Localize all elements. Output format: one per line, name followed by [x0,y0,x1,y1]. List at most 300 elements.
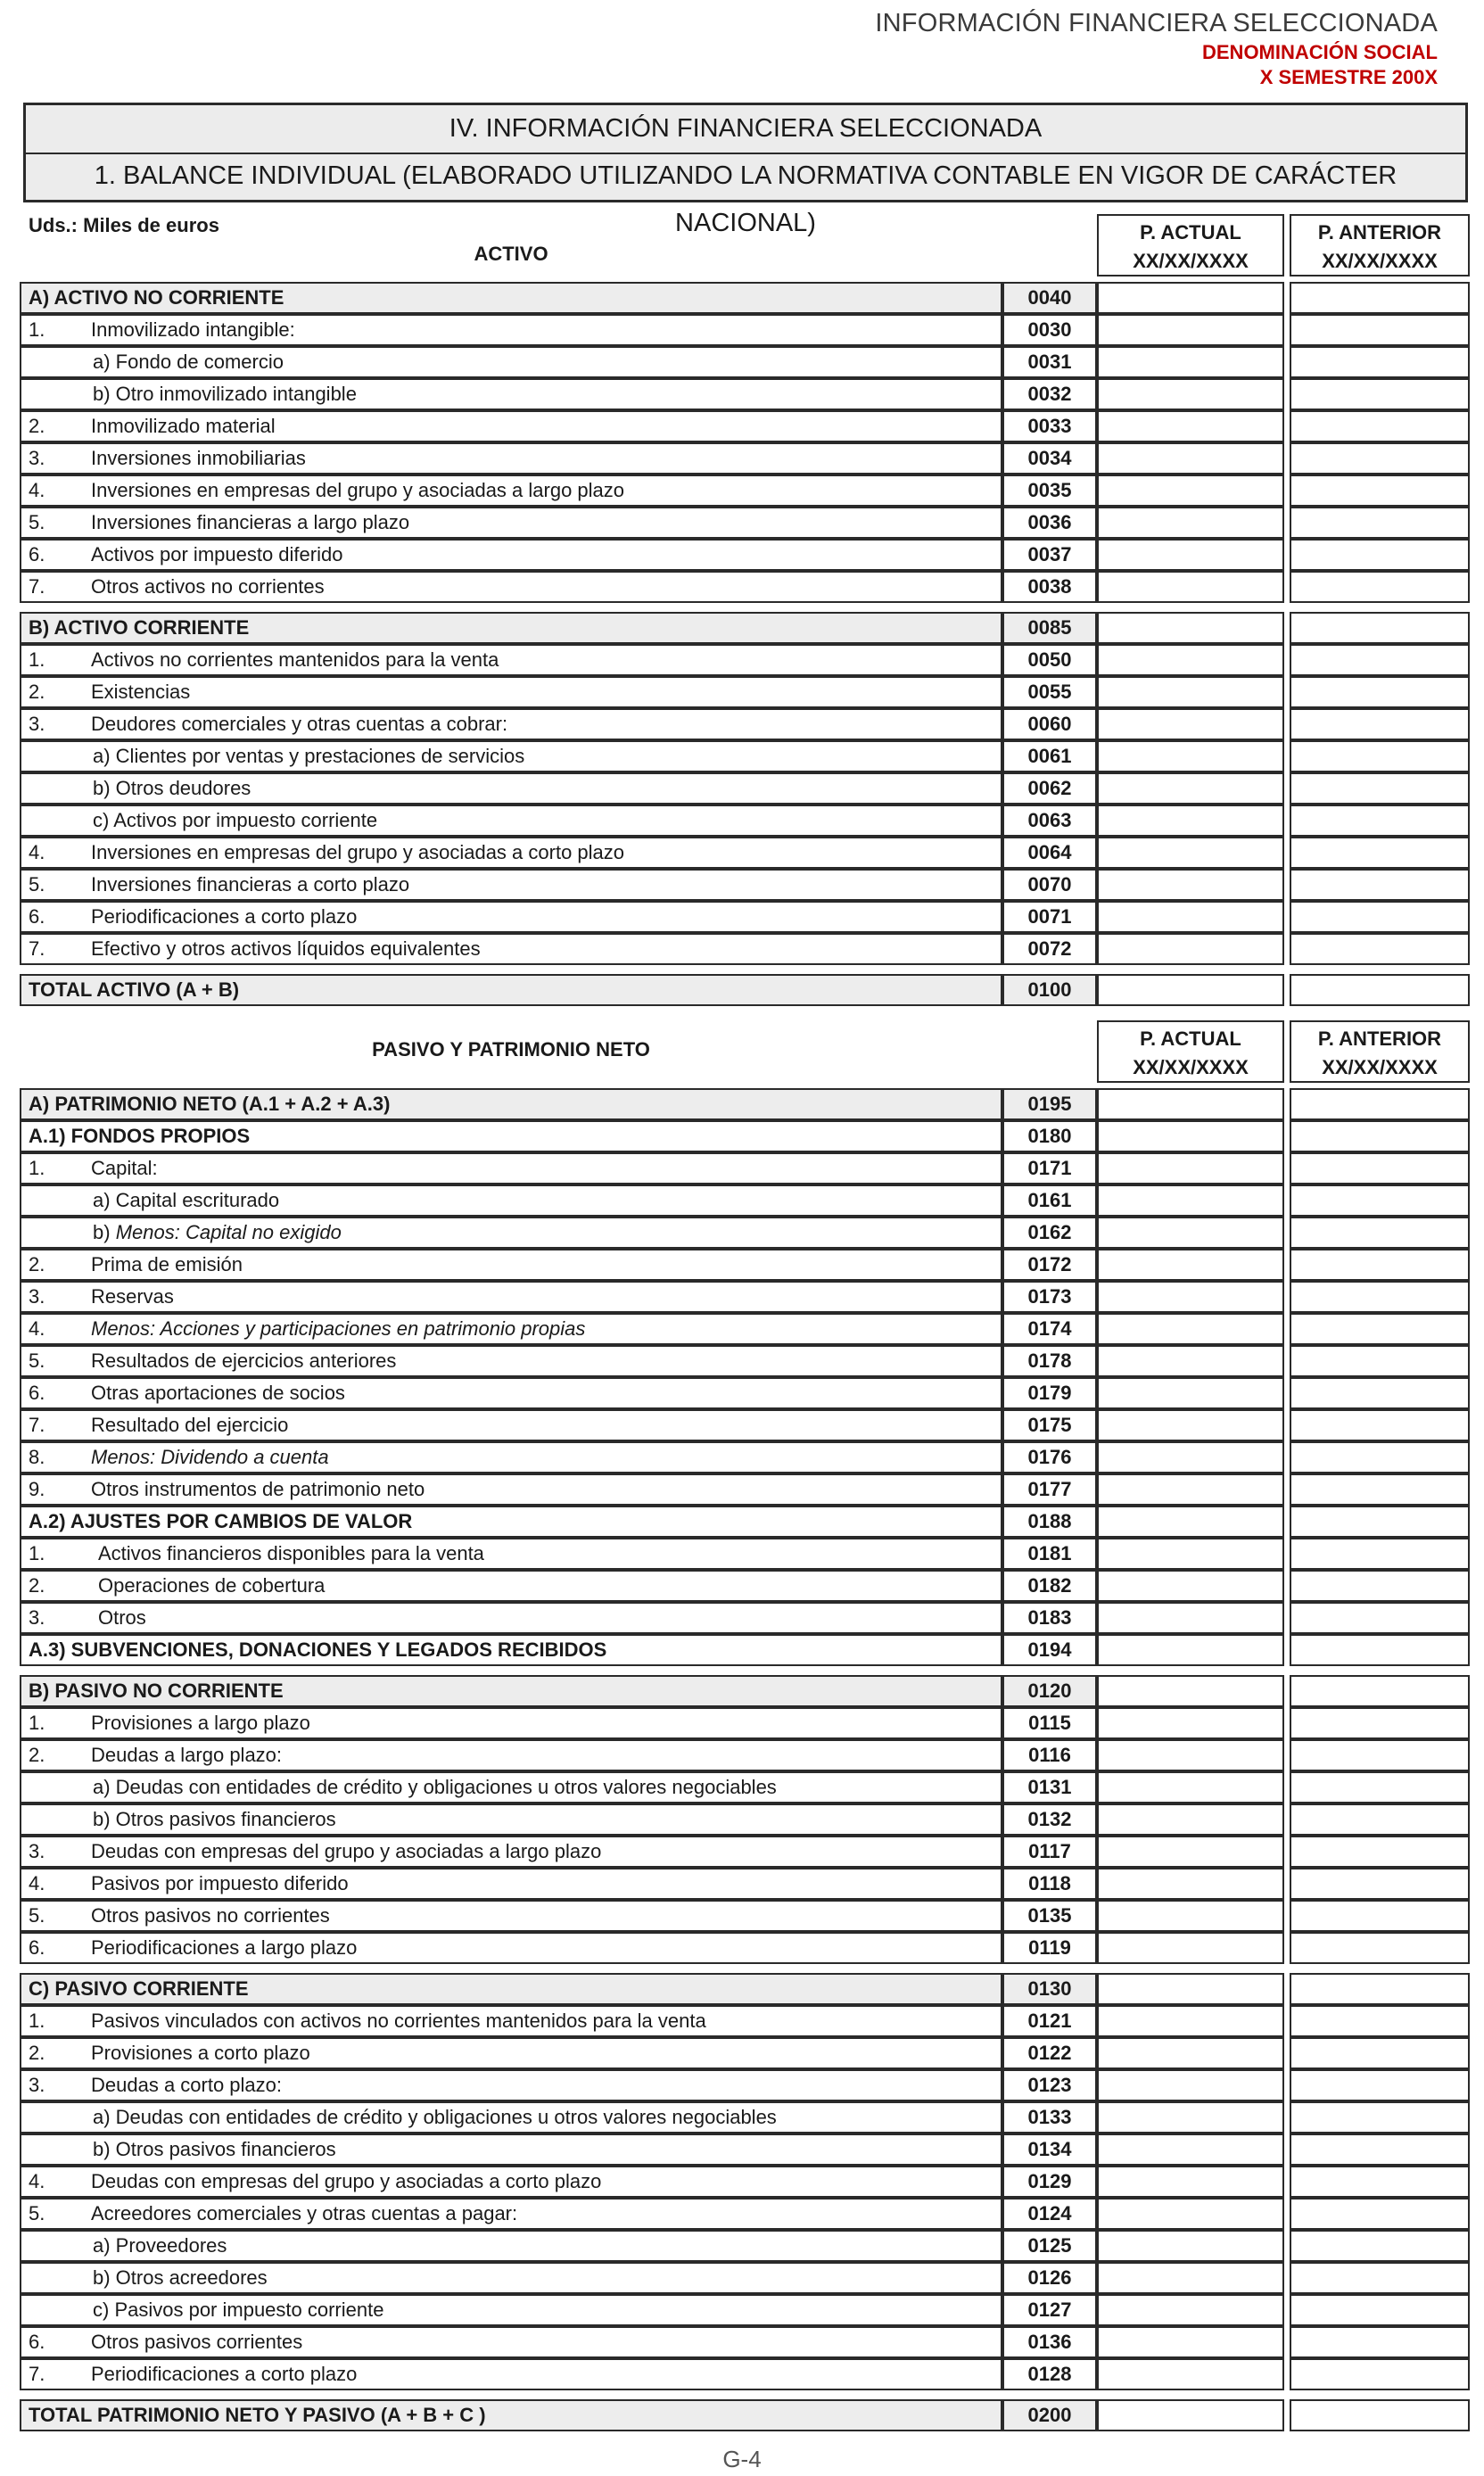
value-actual-cell[interactable] [1097,1803,1284,1836]
value-anterior-cell[interactable] [1290,1506,1470,1538]
row-label-text: Activos financieros disponibles para la venta [98,1542,484,1564]
row-label-text: Deudas a corto plazo: [91,2074,283,2096]
value-anterior-cell[interactable] [1290,2198,1470,2230]
value-actual-cell[interactable] [1097,2294,1284,2326]
value-anterior-cell[interactable] [1290,1249,1470,1281]
row-label [91,2007,706,2035]
row-label-text: b) Otros acreedores [93,2266,268,2289]
value-actual-cell[interactable] [1097,2399,1284,2431]
row-number: 1. [29,1712,45,1734]
row-label [93,1805,336,1834]
value-actual-cell[interactable] [1097,2069,1284,2101]
row-code: 0183 [1002,1602,1097,1634]
row-code: 0072 [1002,933,1097,965]
row-code: 0118 [1002,1868,1097,1900]
col-anterior-date: XX/XX/XXXX [1322,1056,1438,1078]
value-anterior-cell[interactable] [1290,442,1470,475]
table-row [20,1803,1470,1836]
value-actual-cell[interactable] [1097,2358,1284,2390]
value-actual-cell[interactable] [1097,410,1284,442]
table-row [20,974,1470,1006]
table-row [20,2037,1470,2069]
row-code: 0130 [1002,1973,1097,2005]
value-anterior-cell[interactable] [1290,837,1470,869]
row-code: 0180 [1002,1120,1097,1152]
row-number: 3. [29,1606,45,1629]
value-actual-cell[interactable] [1097,2326,1284,2358]
value-actual-cell[interactable] [1097,282,1284,314]
table-row [20,644,1470,676]
table-row [20,837,1470,869]
row-label-cell [20,1506,1002,1538]
row-code: 0178 [1002,1345,1097,1377]
value-actual-cell[interactable] [1097,1900,1284,1932]
value-actual-cell[interactable] [1097,1377,1284,1409]
row-number: 9. [29,1478,45,1500]
value-actual-cell[interactable] [1097,1973,1284,2005]
row-code: 0126 [1002,2262,1097,2294]
row-code: 0182 [1002,1570,1097,1602]
value-actual-cell[interactable] [1097,1184,1284,1217]
value-anterior-cell[interactable] [1290,314,1470,346]
value-actual-cell[interactable] [1097,676,1284,708]
value-anterior-cell[interactable] [1290,2005,1470,2037]
row-code: 0119 [1002,1932,1097,1964]
row-label-text: a) Deudas con entidades de crédito y obligaciones u otros valores negociables [93,2106,777,2128]
value-anterior-cell[interactable] [1290,2101,1470,2133]
value-anterior-cell[interactable] [1290,2069,1470,2101]
row-label-text: B) ACTIVO CORRIENTE [29,616,250,639]
row-label [91,1475,425,1504]
row-label [91,1283,174,1311]
table-row [20,1739,1470,1771]
table-row [20,282,1470,314]
row-label [29,1507,412,1536]
table-row [20,1973,1470,2005]
table-row [20,1441,1470,1473]
row-number: 3. [29,1285,45,1308]
value-actual-cell[interactable] [1097,507,1284,539]
value-actual-cell[interactable] [1097,1217,1284,1249]
row-label [91,508,409,537]
row-label-cell [20,869,1002,901]
value-anterior-cell[interactable] [1290,1088,1470,1120]
row-number: 1. [29,1157,45,1179]
value-actual-cell[interactable] [1097,901,1284,933]
row-label-cell [20,378,1002,410]
value-actual-cell[interactable] [1097,2230,1284,2262]
row-label-text: b) Otros pasivos financieros [93,2138,336,2160]
value-actual-cell[interactable] [1097,1152,1284,1184]
row-label-cell [20,1184,1002,1217]
row-code: 0132 [1002,1803,1097,1836]
value-anterior-cell[interactable] [1290,282,1470,314]
row-label-text: Resultado del ejercicio [91,1414,289,1436]
row-number: 5. [29,511,45,533]
value-actual-cell[interactable] [1097,1249,1284,1281]
value-anterior-cell[interactable] [1290,1973,1470,2005]
value-actual-cell[interactable] [1097,442,1284,475]
value-anterior-cell[interactable] [1290,974,1470,1006]
value-actual-cell[interactable] [1097,2198,1284,2230]
row-label-text: Otras aportaciones de socios [91,1382,345,1404]
value-anterior-cell[interactable] [1290,2262,1470,2294]
row-code: 0034 [1002,442,1097,475]
row-label-italic: Menos: Acciones y participaciones en patrimonio propias [91,1317,586,1340]
row-code: 0063 [1002,805,1097,837]
value-anterior-cell[interactable] [1290,571,1470,603]
row-code: 0122 [1002,2037,1097,2069]
row-label-text: Provisiones a corto plazo [91,2042,310,2064]
col-anterior-label: P. ANTERIOR [1317,221,1442,243]
value-anterior-cell[interactable] [1290,539,1470,571]
value-anterior-cell[interactable] [1290,740,1470,772]
value-actual-cell[interactable] [1097,1088,1284,1120]
value-anterior-cell[interactable] [1290,2358,1470,2390]
row-label-cell [20,1088,1002,1120]
table-row [20,708,1470,740]
value-anterior-cell[interactable] [1290,1803,1470,1836]
value-anterior-cell[interactable] [1290,708,1470,740]
row-label [93,1218,342,1247]
value-actual-cell[interactable] [1097,1313,1284,1345]
row-label-text: Capital: [91,1157,158,1179]
row-code: 0176 [1002,1441,1097,1473]
value-anterior-cell[interactable] [1290,1152,1470,1184]
row-label-cell [20,1377,1002,1409]
value-actual-cell[interactable] [1097,1932,1284,1964]
value-anterior-cell[interactable] [1290,1739,1470,1771]
value-anterior-cell[interactable] [1290,644,1470,676]
row-number: 4. [29,841,45,863]
row-label [91,2328,302,2356]
value-actual-cell[interactable] [1097,2037,1284,2069]
row-label-cell [20,1634,1002,1666]
value-actual-cell[interactable] [1097,2101,1284,2133]
value-anterior-cell[interactable] [1290,1675,1470,1707]
value-actual-cell[interactable] [1097,1409,1284,1441]
row-label-text: Otros instrumentos de patrimonio neto [91,1478,425,1500]
row-label-text: Inmovilizado material [91,415,276,437]
value-actual-cell[interactable] [1097,2005,1284,2037]
value-anterior-cell[interactable] [1290,772,1470,805]
row-label-cell [20,2294,1002,2326]
table-row [20,2133,1470,2166]
table-row [20,869,1470,901]
value-anterior-cell[interactable] [1290,475,1470,507]
value-actual-cell[interactable] [1097,1675,1284,1707]
row-code: 0131 [1002,1771,1097,1803]
row-number: 3. [29,713,45,735]
value-anterior-cell[interactable] [1290,1120,1470,1152]
value-anterior-cell[interactable] [1290,1377,1470,1409]
row-label-text: Activos por impuesto diferido [91,543,343,565]
row-label [29,1636,606,1664]
row-number: 7. [29,1414,45,1436]
row-label-text: Inversiones inmobiliarias [91,447,306,469]
row-label-text: a) Proveedores [93,2234,227,2257]
value-actual-cell[interactable] [1097,539,1284,571]
row-label-cell [20,442,1002,475]
row-code: 0070 [1002,869,1097,901]
value-anterior-cell[interactable] [1290,1570,1470,1602]
row-label-cell [20,1538,1002,1570]
value-actual-cell[interactable] [1097,1570,1284,1602]
row-code: 0195 [1002,1088,1097,1120]
row-label-cell [20,1345,1002,1377]
row-code: 0173 [1002,1281,1097,1313]
value-actual-cell[interactable] [1097,2133,1284,2166]
value-anterior-cell[interactable] [1290,1836,1470,1868]
table-row [20,1570,1470,1602]
value-actual-cell[interactable] [1097,708,1284,740]
value-anterior-cell[interactable] [1290,1281,1470,1313]
row-code: 0179 [1002,1377,1097,1409]
value-anterior-cell[interactable] [1290,1900,1470,1932]
value-actual-cell[interactable] [1097,1707,1284,1739]
row-label-text: Otros activos no corrientes [91,575,325,598]
row-label-text: Periodificaciones a corto plazo [91,905,358,928]
row-label [29,2401,486,2430]
value-actual-cell[interactable] [1097,1441,1284,1473]
row-label [98,1539,484,1568]
value-actual-cell[interactable] [1097,1836,1284,1868]
row-label-cell [20,2262,1002,2294]
row-label [91,2200,517,2228]
row-number: 1. [29,648,45,671]
row-label [29,614,249,642]
value-actual-cell[interactable] [1097,378,1284,410]
row-code: 0171 [1002,1152,1097,1184]
pasivo-col-anterior [1290,1020,1470,1083]
row-number: 1. [29,318,45,341]
value-anterior-cell[interactable] [1290,1441,1470,1473]
value-anterior-cell[interactable] [1290,346,1470,378]
value-actual-cell[interactable] [1097,2166,1284,2198]
value-actual-cell[interactable] [1097,2262,1284,2294]
row-label-cell [20,2133,1002,2166]
value-anterior-cell[interactable] [1290,2133,1470,2166]
value-anterior-cell[interactable] [1290,869,1470,901]
row-label-italic: Menos: Dividendo a cuenta [91,1446,329,1468]
value-actual-cell[interactable] [1097,1473,1284,1506]
value-actual-cell[interactable] [1097,869,1284,901]
row-code: 0050 [1002,644,1097,676]
value-anterior-cell[interactable] [1290,933,1470,965]
table-row [20,740,1470,772]
value-anterior-cell[interactable] [1290,676,1470,708]
table-row [20,1771,1470,1803]
row-label-cell [20,1313,1002,1345]
row-code: 0038 [1002,571,1097,603]
row-number: 5. [29,1904,45,1927]
row-label-text: TOTAL PATRIMONIO NETO Y PASIVO (A + B + C ) [29,2404,486,2426]
row-label-text: Inversiones en empresas del grupo y asociadas a corto plazo [91,841,625,863]
table-row [20,2101,1470,2133]
row-label-text: b) Otros deudores [93,777,251,799]
table-row [20,2399,1470,2431]
value-actual-cell[interactable] [1097,837,1284,869]
row-label [91,1443,329,1472]
row-label-text: Operaciones de cobertura [98,1574,326,1597]
row-label [91,2360,357,2389]
row-label-cell [20,1249,1002,1281]
row-label-cell [20,314,1002,346]
row-code: 0194 [1002,1634,1097,1666]
value-anterior-cell[interactable] [1290,2230,1470,2262]
row-label [29,1975,249,2003]
row-label [93,1186,279,1215]
row-number: 4. [29,2170,45,2192]
value-actual-cell[interactable] [1097,475,1284,507]
value-actual-cell[interactable] [1097,1771,1284,1803]
row-label-text: A) PATRIMONIO NETO (A.1 + A.2 + A.3) [29,1093,391,1115]
row-label [91,1709,310,1737]
table-row [20,2198,1470,2230]
row-label [93,806,377,835]
table-row [20,1473,1470,1506]
table-row [20,507,1470,539]
value-anterior-cell[interactable] [1290,1634,1470,1666]
value-actual-cell[interactable] [1097,1281,1284,1313]
value-actual-cell[interactable] [1097,1634,1284,1666]
row-label-text: Activos no corrientes mantenidos para la venta [91,648,499,671]
row-label [91,646,499,674]
row-code: 0071 [1002,901,1097,933]
value-anterior-cell[interactable] [1290,378,1470,410]
row-label-text: Reservas [91,1285,174,1308]
value-anterior-cell[interactable] [1290,805,1470,837]
row-label-cell [20,676,1002,708]
value-actual-cell[interactable] [1097,1602,1284,1634]
row-number: 6. [29,2331,45,2353]
row-label-text: Periodificaciones a corto plazo [91,2363,358,2385]
value-actual-cell[interactable] [1097,612,1284,644]
row-label [91,678,190,706]
value-actual-cell[interactable] [1097,1739,1284,1771]
table-row [20,571,1470,603]
row-label-cell [20,571,1002,603]
value-anterior-cell[interactable] [1290,2037,1470,2069]
value-actual-cell[interactable] [1097,974,1284,1006]
value-anterior-cell[interactable] [1290,1932,1470,1964]
value-anterior-cell[interactable] [1290,1217,1470,1249]
row-label [93,380,357,409]
table-row [20,442,1470,475]
value-anterior-cell[interactable] [1290,410,1470,442]
row-code: 0036 [1002,507,1097,539]
row-label [91,1154,158,1183]
row-label-cell [20,2358,1002,2390]
col-actual-label: P. ACTUAL [1140,1028,1241,1050]
value-anterior-cell[interactable] [1290,1771,1470,1803]
value-anterior-cell[interactable] [1290,1345,1470,1377]
value-actual-cell[interactable] [1097,1868,1284,1900]
row-label-cell [20,644,1002,676]
row-number: 2. [29,1744,45,1766]
row-label-cell [20,2037,1002,2069]
value-actual-cell[interactable] [1097,1506,1284,1538]
value-anterior-cell[interactable] [1290,2166,1470,2198]
row-label-text: c) Pasivos por impuesto corriente [93,2299,384,2321]
row-label-italic: Menos: Capital no exigido [115,1221,342,1243]
value-actual-cell[interactable] [1097,1538,1284,1570]
balance-title: 1. BALANCE INDIVIDUAL (ELABORADO UTILIZANDO LA NORMATIVA CONTABLE EN VIGOR DE CARÁCTER NACIONAL) [94,161,1397,237]
row-code: 0037 [1002,539,1097,571]
row-label-cell [20,708,1002,740]
row-label-text: C) PASIVO CORRIENTE [29,1977,249,2000]
col-actual-label: P. ACTUAL [1140,221,1241,243]
value-actual-cell[interactable] [1097,772,1284,805]
row-label [29,976,239,1004]
value-anterior-cell[interactable] [1290,2294,1470,2326]
value-anterior-cell[interactable] [1290,612,1470,644]
row-number: 5. [29,1349,45,1372]
row-label-cell [20,837,1002,869]
value-anterior-cell[interactable] [1290,1707,1470,1739]
row-label-cell [20,2326,1002,2358]
value-anterior-cell[interactable] [1290,1409,1470,1441]
value-actual-cell[interactable] [1097,1345,1284,1377]
row-number: 1. [29,2010,45,2032]
row-label [93,2296,383,2324]
value-actual-cell[interactable] [1097,740,1284,772]
row-label [91,573,325,601]
value-actual-cell[interactable] [1097,571,1284,603]
value-anterior-cell[interactable] [1290,1473,1470,1506]
row-code: 0085 [1002,612,1097,644]
row-code: 0055 [1002,676,1097,708]
row-label-cell [20,805,1002,837]
value-actual-cell[interactable] [1097,933,1284,965]
value-anterior-cell[interactable] [1290,1602,1470,1634]
value-actual-cell[interactable] [1097,1120,1284,1152]
row-number: 4. [29,1872,45,1894]
table-row [20,1088,1470,1120]
row-code: 0129 [1002,2166,1097,2198]
row-code: 0115 [1002,1707,1097,1739]
table-row [20,805,1470,837]
value-anterior-cell[interactable] [1290,2326,1470,2358]
table-row [20,1345,1470,1377]
value-anterior-cell[interactable] [1290,1184,1470,1217]
table-row [20,2230,1470,2262]
row-label-text: TOTAL ACTIVO (A + B) [29,978,240,1001]
activo-title: ACTIVO [474,243,548,265]
row-number: 7. [29,2363,45,2385]
activo-col-actual [1097,214,1284,276]
value-actual-cell[interactable] [1097,314,1284,346]
row-code: 0174 [1002,1313,1097,1345]
value-anterior-cell[interactable] [1290,1868,1470,1900]
value-actual-cell[interactable] [1097,644,1284,676]
value-actual-cell[interactable] [1097,805,1284,837]
value-anterior-cell[interactable] [1290,507,1470,539]
row-label-text: Efectivo y otros activos líquidos equivalentes [91,937,481,960]
row-label-cell [20,1707,1002,1739]
value-actual-cell[interactable] [1097,346,1284,378]
value-anterior-cell[interactable] [1290,2399,1470,2431]
value-anterior-cell[interactable] [1290,1538,1470,1570]
row-label-text: a) Deudas con entidades de crédito y obligaciones u otros valores negociables [93,1776,777,1798]
row-label [91,444,306,473]
row-code: 0127 [1002,2294,1097,2326]
value-anterior-cell[interactable] [1290,901,1470,933]
row-code: 0032 [1002,378,1097,410]
value-anterior-cell[interactable] [1290,1313,1470,1345]
table-row [20,2358,1470,2390]
semester-label: X SEMESTRE 200X [1259,66,1438,88]
